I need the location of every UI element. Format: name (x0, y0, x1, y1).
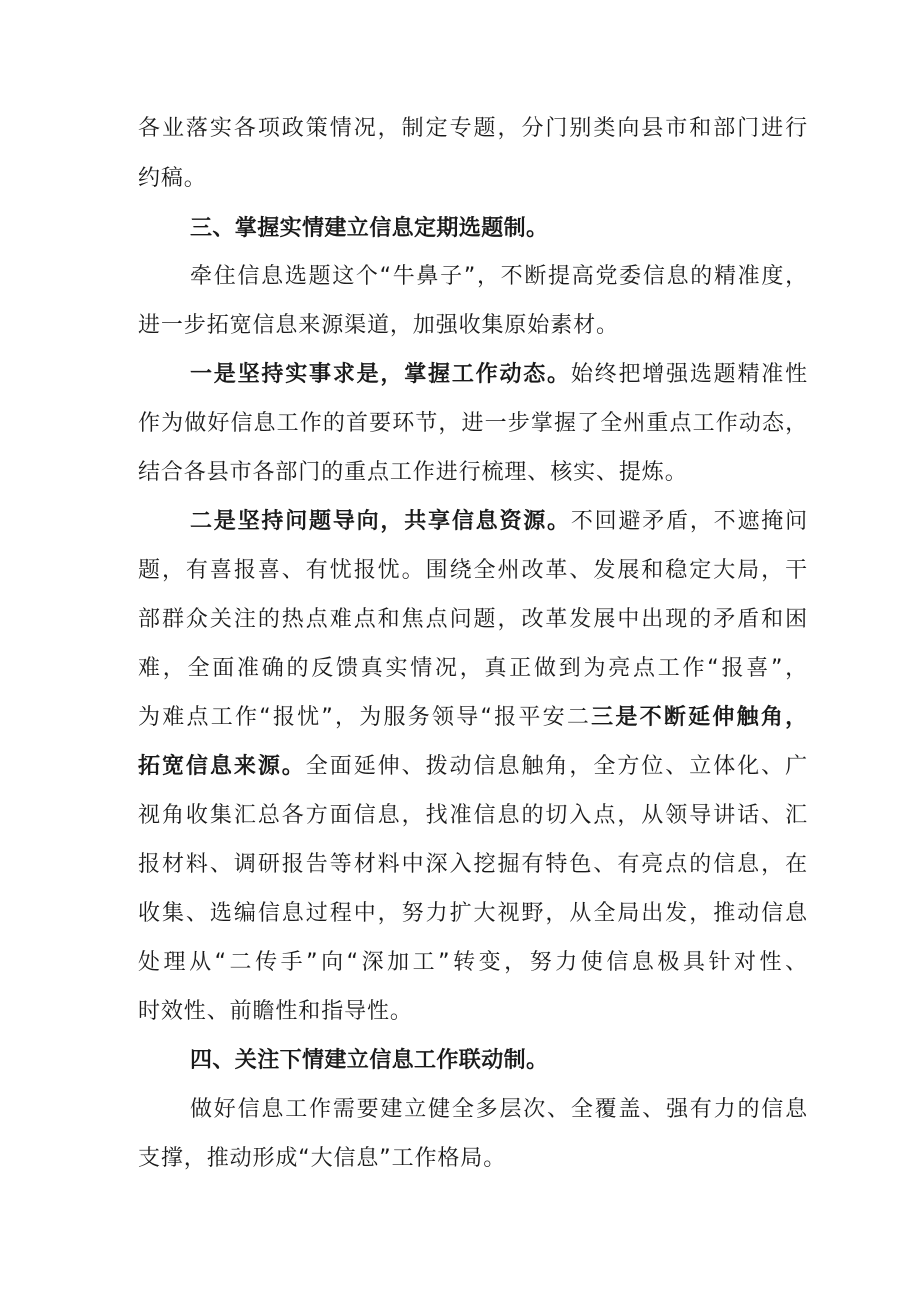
paragraph-line: 各业落实各项政策情况，制定专题，分门别类向县市和部门进行 (138, 116, 808, 141)
paragraph-line: 题，有喜报喜、有忧报忧。围绕全州改革、发展和稳定大局，干 (138, 558, 808, 583)
paragraph-line: 牵住信息选题这个“牛鼻子”，不断提高党委信息的精准度， (190, 264, 808, 289)
paragraph-text: 始终把增强选题精准性 (570, 362, 808, 387)
paragraph-line: 处理从“二传手”向“深加工”转变，努力使信息极具针对性、 (138, 950, 808, 975)
paragraph-line (138, 703, 808, 733)
paragraph-line: 收集、选编信息过程中，努力扩大视野，从全局出发，推动信息 (138, 901, 808, 926)
paragraph-line: 做好信息工作需要建立健全多层次、全覆盖、强有力的信息 (190, 1097, 808, 1122)
paragraph-line: 视角收集汇总各方面信息，找准信息的切入点，从领导讲话、汇 (138, 803, 808, 828)
paragraph-text: 为难点工作“报忧”，为服务领导“报平安二 (138, 705, 592, 730)
paragraph-line (190, 360, 808, 390)
subheading-3-cont: 拓宽信息来源。 (138, 754, 306, 779)
paragraph-line: 难，全面准确的反馈真实情况，真正做到为亮点工作“报喜”， (138, 656, 808, 681)
subheading-1: 一是坚持实事求是，掌握工作动态。 (190, 362, 571, 387)
section-heading-3: 三、掌握实情建立信息定期选题制。 (190, 216, 549, 241)
paragraph-line: 进一步拓宽信息来源渠道，加强收集原始素材。 (138, 313, 619, 338)
paragraph-line: 约稿。 (138, 166, 207, 191)
paragraph-line: 部群众关注的热点难点和焦点问题，改革发展中出现的矛盾和困 (138, 607, 808, 632)
paragraph-line: 支撑，推动形成“大信息”工作格局。 (138, 1146, 507, 1171)
subheading-2: 二是坚持问题导向，共享信息资源。 (190, 509, 571, 534)
paragraph-line (138, 752, 808, 782)
paragraph-line: 作为做好信息工作的首要环节，进一步掌握了全州重点工作动态， (138, 411, 808, 436)
paragraph-line: 时效性、前瞻性和指导性。 (138, 999, 413, 1024)
paragraph-line: 结合各县市各部门的重点工作进行梳理、核实、提炼。 (138, 460, 688, 485)
paragraph-line: 报材料、调研报告等材料中深入挖掘有特色、有亮点的信息，在 (138, 852, 808, 877)
paragraph-text: 全面延伸、拨动信息触角，全方位、立体化、广 (305, 754, 808, 779)
subheading-3: 三是不断延伸触角， (591, 705, 808, 730)
section-heading-4: 四、关注下情建立信息工作联动制。 (190, 1048, 549, 1073)
paragraph-line (190, 507, 808, 537)
paragraph-text: 不回避矛盾，不遮掩问 (570, 509, 808, 534)
